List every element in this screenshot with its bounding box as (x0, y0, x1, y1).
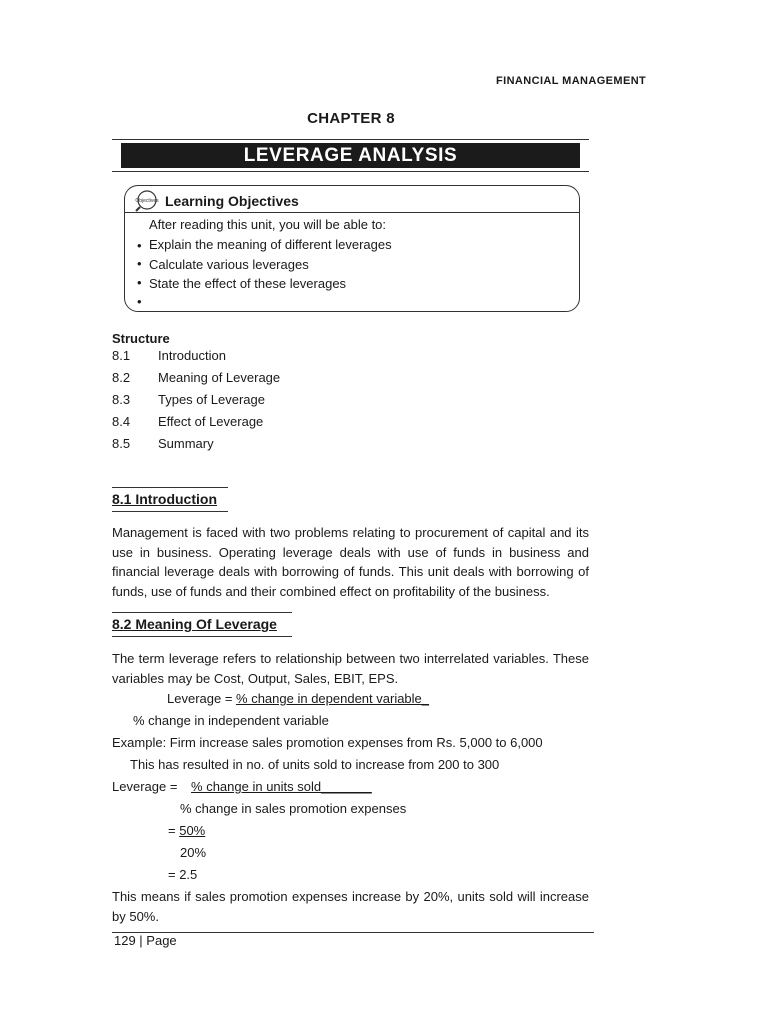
structure-item-title: Introduction (158, 348, 226, 363)
running-header: FINANCIAL MANAGEMENT (496, 75, 647, 87)
section-81-paragraph: Management is faced with two problems relating to procurement of capital and its use in business. Operating leverage deals with use of funds in business and financial leverage deals with borrowing of funds. This unit deals with borrowing of funds, use of funds and their combined effect on profitability of the business. (112, 525, 589, 599)
step2-result: = 2.5 (168, 867, 198, 882)
bullet-dot: • (137, 238, 142, 253)
objective-item: Explain the meaning of different leverages (149, 237, 392, 252)
chapter-label: CHAPTER 8 (307, 110, 395, 127)
step1-numerator: 50% (179, 823, 206, 838)
structure-item-number: 8.5 (112, 436, 131, 451)
section-81-bottom-rule (112, 511, 228, 512)
learning-objectives-intro: After reading this unit, you will be able to: (149, 217, 387, 232)
bullet-dot: • (137, 256, 142, 271)
structure-heading: Structure (112, 331, 170, 346)
section-82-conclusion: This means if sales promotion expenses increase by 20%, units sold will increase by 50%. (112, 889, 589, 924)
structure-item-title: Effect of Leverage (158, 414, 264, 429)
section-81-heading: 8.1 Introduction (112, 491, 217, 507)
example-line-1: Example: Firm increase sales promotion expenses from Rs. 5,000 to 6,000 (112, 735, 543, 750)
objectives-magnifier-icon (134, 190, 160, 212)
step1-denominator: 20% (180, 845, 207, 860)
formula-numerator: % change in dependent variable_ (236, 691, 430, 706)
structure-item-title: Meaning of Leverage (158, 370, 281, 385)
structure-item-number: 8.3 (112, 392, 131, 407)
step1-line (168, 823, 205, 838)
calc-numerator: % change in units sold_______ (191, 779, 372, 794)
learning-objectives-title: Learning Objectives (165, 193, 299, 209)
calc-line (112, 779, 372, 794)
section-82-heading: 8.2 Meaning Of Leverage (112, 616, 277, 632)
objective-item: State the effect of these leverages (149, 276, 347, 291)
structure-item-number: 8.2 (112, 370, 131, 385)
formula-line (167, 691, 429, 706)
section-82-bottom-rule (112, 636, 292, 637)
section-81-top-rule (112, 487, 228, 488)
bullet-dot: • (137, 275, 142, 290)
objectives-icon-text: Objectives (135, 198, 159, 204)
objective-item: Calculate various leverages (149, 257, 309, 272)
section-82-top-rule (112, 612, 292, 613)
learning-objectives-divider (124, 212, 580, 213)
structure-item-number: 8.1 (112, 348, 131, 363)
step1-equals: = (168, 823, 180, 838)
structure-item-title: Summary (158, 436, 214, 451)
calc-denominator: % change in sales promotion expenses (180, 801, 407, 816)
chapter-title: LEVERAGE ANALYSIS (121, 143, 580, 168)
page-number: 129 | Page (114, 933, 177, 948)
title-bottom-rule (112, 171, 589, 172)
structure-item-number: 8.4 (112, 414, 131, 429)
section-82-paragraph: The term leverage refers to relationship between two interrelated variables. These variables may be Cost, Output, Sales, EBIT, EPS. (112, 651, 589, 686)
formula-denominator: % change in independent variable (133, 713, 329, 728)
bullet-dot: • (137, 294, 142, 309)
example-line-2: This has resulted in no. of units sold to increase from 200 to 300 (130, 757, 500, 772)
calc-lhs: Leverage = (112, 779, 182, 794)
structure-item-title: Types of Leverage (158, 392, 265, 407)
title-top-rule (112, 139, 589, 140)
footer-rule (112, 932, 594, 933)
formula-lhs: Leverage = (167, 691, 237, 706)
